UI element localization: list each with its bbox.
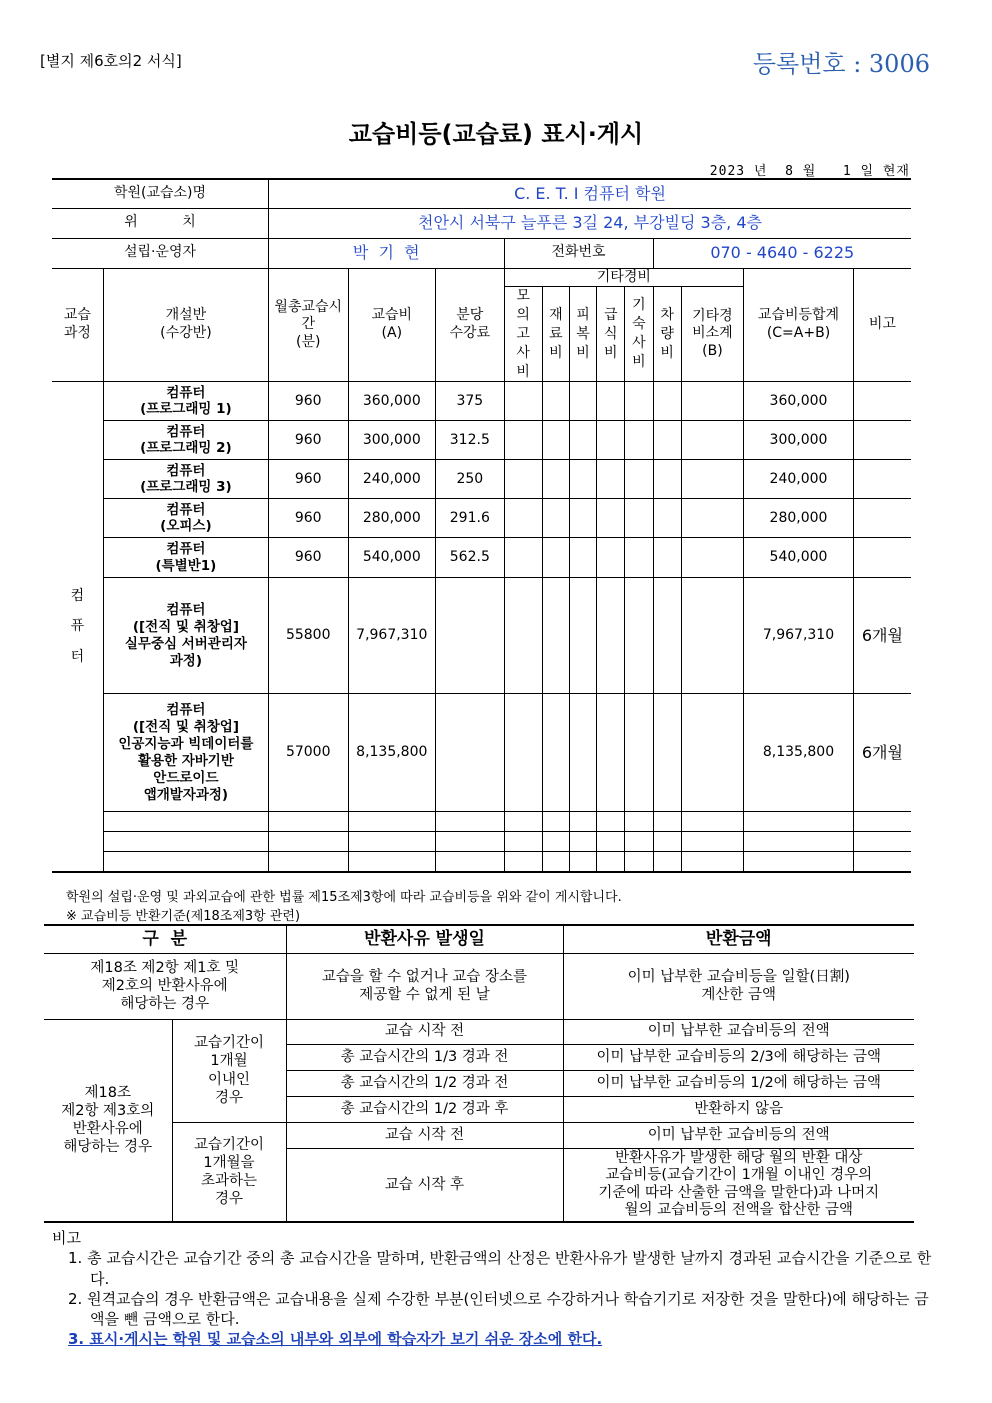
empty-cell (103, 852, 268, 872)
course-name: 컴 퓨 터 (52, 382, 103, 872)
class-name: 컴퓨터 (프로그래밍 3) (103, 460, 268, 499)
refund-case2-category: 제18조 제2항 제3호의 반환사유에 해당하는 경우 (44, 1019, 172, 1222)
empty-cell (653, 852, 681, 872)
other-cost-cell (653, 499, 681, 538)
empty-cell (542, 832, 569, 852)
empty-cell (268, 812, 348, 832)
per-minute-cell: 562.5 (436, 538, 504, 578)
empty-cell (436, 812, 504, 832)
table-row-empty (52, 832, 911, 852)
other-cost-cell (625, 694, 653, 812)
empty-cell (103, 812, 268, 832)
empty-cell (268, 852, 348, 872)
refund-col-amount: 반환금액 (563, 925, 914, 953)
empty-cell (504, 832, 542, 852)
notes (52, 1228, 932, 1350)
refund-table (44, 924, 914, 1223)
empty-cell (744, 812, 854, 832)
operator-label: 설립·운영자 (52, 238, 268, 268)
col-meal: 급 식 비 (597, 287, 625, 382)
fee-cell: 300,000 (348, 421, 436, 460)
class-name: 컴퓨터 (특별반1) (103, 538, 268, 578)
fee-cell: 360,000 (348, 382, 436, 421)
col-per-minute: 분당 수강료 (436, 268, 504, 382)
empty-cell (681, 852, 743, 872)
table-row (52, 578, 911, 694)
notes-label: 비고 (52, 1229, 81, 1247)
other-cost-cell (653, 460, 681, 499)
per-minute-cell: 375 (436, 382, 504, 421)
empty-cell (569, 852, 596, 872)
other-cost-cell (542, 538, 569, 578)
form-label: [별지 제6호의2 서식] (40, 52, 182, 70)
other-cost-cell (569, 538, 596, 578)
refund-amount: 이미 납부한 교습비등의 2/3에 해당하는 금액 (563, 1044, 914, 1070)
total-cell: 300,000 (744, 421, 854, 460)
date-line: 2023 년 8 월 1 일 현재 (709, 164, 910, 179)
refund-when: 총 교습시간의 1/2 경과 후 (286, 1096, 563, 1122)
empty-cell (348, 852, 436, 872)
refund-when: 총 교습시간의 1/3 경과 전 (286, 1044, 563, 1070)
fee-cell: 540,000 (348, 538, 436, 578)
empty-cell (504, 812, 542, 832)
fee-cell: 280,000 (348, 499, 436, 538)
other-cost-cell (653, 421, 681, 460)
class-name: 컴퓨터 (오피스) (103, 499, 268, 538)
remark-cell (853, 421, 911, 460)
empty-cell (569, 832, 596, 852)
class-name: 컴퓨터 ([전직 및 취창업] 실무중심 서버관리자 과정) (103, 578, 268, 694)
empty-cell (853, 812, 911, 832)
fee-cell: 8,135,800 (348, 694, 436, 812)
other-cost-cell (569, 499, 596, 538)
col-course: 교습 과정 (52, 268, 103, 382)
total-time-cell: 960 (268, 538, 348, 578)
table-row (52, 382, 911, 421)
remark-cell: 6개월 (853, 694, 911, 812)
col-material: 재 료 비 (542, 287, 569, 382)
refund-amount: 이미 납부한 교습비등의 전액 (563, 1019, 914, 1044)
total-cell: 8,135,800 (744, 694, 854, 812)
other-cost-cell (504, 382, 542, 421)
table-row-empty (52, 852, 911, 872)
other-cost-cell (681, 499, 743, 538)
refund-when: 교습 시작 전 (286, 1019, 563, 1044)
class-name: 컴퓨터 (프로그래밍 1) (103, 382, 268, 421)
empty-cell (542, 812, 569, 832)
table-row (52, 538, 911, 578)
col-uniform: 피 복 비 (569, 287, 596, 382)
other-cost-cell (681, 538, 743, 578)
empty-cell (853, 852, 911, 872)
fee-table (52, 178, 911, 873)
other-cost-cell (542, 694, 569, 812)
col-dorm: 기 숙 사 비 (625, 287, 653, 382)
other-cost-cell (681, 460, 743, 499)
remark-cell (853, 499, 911, 538)
other-cost-cell (542, 578, 569, 694)
other-cost-cell (597, 421, 625, 460)
other-cost-cell (597, 460, 625, 499)
other-cost-cell (542, 421, 569, 460)
table-row-empty (52, 812, 911, 832)
class-name: 컴퓨터 ([전직 및 취창업] 인공지능과 빅데이터를 활용한 자바기반 안드로이드 앱개발자과정) (103, 694, 268, 812)
total-time-cell: 960 (268, 421, 348, 460)
remark-cell (853, 382, 911, 421)
other-cost-cell (597, 538, 625, 578)
other-cost-cell (625, 538, 653, 578)
other-cost-cell (681, 382, 743, 421)
academy-name: C. E. T. I 컴퓨터 학원 (268, 179, 911, 208)
empty-cell (681, 832, 743, 852)
other-cost-cell (504, 460, 542, 499)
other-cost-cell (681, 421, 743, 460)
page-title: 교습비등(교습료) 표시·게시 (348, 120, 644, 148)
col-remarks: 비고 (853, 268, 911, 382)
empty-cell (653, 832, 681, 852)
other-cost-cell (504, 578, 542, 694)
col-vehicle: 차 량 비 (653, 287, 681, 382)
refund-when: 교습 시작 후 (286, 1148, 563, 1222)
academy-name-label: 학원(교습소)명 (52, 179, 268, 208)
empty-cell (681, 812, 743, 832)
other-cost-cell (569, 460, 596, 499)
per-minute-cell: 291.6 (436, 499, 504, 538)
empty-cell (268, 832, 348, 852)
total-time-cell: 57000 (268, 694, 348, 812)
total-cell: 540,000 (744, 538, 854, 578)
empty-cell (348, 812, 436, 832)
other-cost-cell (625, 382, 653, 421)
other-cost-cell (597, 499, 625, 538)
empty-cell (625, 832, 653, 852)
refund-when: 총 교습시간의 1/2 경과 전 (286, 1070, 563, 1096)
empty-cell (504, 852, 542, 872)
other-cost-cell (597, 578, 625, 694)
refund-amount: 이미 납부한 교습비등의 1/2에 해당하는 금액 (563, 1070, 914, 1096)
empty-cell (103, 832, 268, 852)
other-cost-cell (625, 421, 653, 460)
note-1: 1. 총 교습시간은 교습기간 중의 총 교습시간을 말하며, 반환금액의 산정은 반환사유가 발생한 날까지 경과된 교습시간을 기준으로 한다. (68, 1249, 932, 1288)
other-cost-cell (569, 382, 596, 421)
per-minute-cell: 250 (436, 460, 504, 499)
other-cost-cell (681, 578, 743, 694)
empty-cell (597, 852, 625, 872)
other-cost-cell (504, 421, 542, 460)
refund-col-reason-date: 반환사유 발생일 (286, 925, 563, 953)
empty-cell (853, 832, 911, 852)
col-mock-test: 모 의 고 사 비 (504, 287, 542, 382)
other-cost-cell (625, 460, 653, 499)
table-row (52, 421, 911, 460)
table-row (52, 460, 911, 499)
fee-cell: 7,967,310 (348, 578, 436, 694)
empty-cell (744, 852, 854, 872)
per-minute-cell (436, 694, 504, 812)
refund-amount: 이미 납부한 교습비등의 전액 (563, 1122, 914, 1148)
operator: 박 기 현 (268, 238, 504, 268)
total-cell: 7,967,310 (744, 578, 854, 694)
refund-case1-amount: 이미 납부한 교습비등을 일할(日割) 계산한 금액 (563, 953, 914, 1019)
refund-sub-over-month: 교습기간이 1개월을 초과하는 경우 (172, 1122, 286, 1222)
other-cost-cell (569, 421, 596, 460)
col-fee: 교습비 (A) (348, 268, 436, 382)
empty-cell (597, 832, 625, 852)
remark-cell (853, 460, 911, 499)
fee-cell: 240,000 (348, 460, 436, 499)
other-cost-cell (504, 538, 542, 578)
other-cost-cell (569, 694, 596, 812)
total-time-cell: 960 (268, 460, 348, 499)
empty-cell (436, 852, 504, 872)
class-name: 컴퓨터 (프로그래밍 2) (103, 421, 268, 460)
empty-cell (653, 812, 681, 832)
table-row (52, 694, 911, 812)
other-cost-cell (542, 460, 569, 499)
refund-sub-within-month: 교습기간이 1개월 이내인 경우 (172, 1019, 286, 1122)
other-cost-cell (653, 578, 681, 694)
phone-label: 전화번호 (504, 238, 653, 268)
remark-cell: 6개월 (853, 578, 911, 694)
refund-basis-label: ※ 교습비등 반환기준(제18조제3항 관련) (66, 909, 301, 924)
refund-col-category: 구 분 (44, 925, 286, 953)
col-other-costs: 기타경비 (504, 268, 744, 287)
col-total-time: 월총교습시 간 (분) (268, 268, 348, 382)
total-cell: 280,000 (744, 499, 854, 538)
note-3: 3. 표시·게시는 학원 및 교습소의 내부와 외부에 학습자가 보기 쉬운 장소에 한다. (68, 1330, 603, 1349)
total-time-cell: 960 (268, 499, 348, 538)
per-minute-cell (436, 578, 504, 694)
other-cost-cell (569, 578, 596, 694)
refund-when: 교습 시작 전 (286, 1122, 563, 1148)
other-cost-cell (681, 694, 743, 812)
other-cost-cell (653, 694, 681, 812)
empty-cell (348, 832, 436, 852)
total-time-cell: 55800 (268, 578, 348, 694)
phone: 070 - 4640 - 6225 (653, 238, 911, 268)
empty-cell (625, 852, 653, 872)
other-cost-cell (597, 694, 625, 812)
per-minute-cell: 312.5 (436, 421, 504, 460)
location: 천안시 서북구 늘푸른 3길 24, 부강빌딩 3층, 4층 (268, 208, 911, 238)
other-cost-cell (653, 382, 681, 421)
empty-cell (542, 852, 569, 872)
registration-number: 등록번호 : 3006 (752, 50, 930, 78)
remark-cell (853, 538, 911, 578)
location-label: 위 치 (52, 208, 268, 238)
notice-text: 학원의 설립·운영 및 과외교습에 관한 법률 제15조제3항에 따라 교습비등을 위와 같이 게시합니다. (66, 890, 622, 905)
other-cost-cell (542, 382, 569, 421)
col-total: 교습비등합계 (C=A+B) (744, 268, 854, 382)
empty-cell (436, 832, 504, 852)
table-row (52, 499, 911, 538)
other-cost-cell (504, 499, 542, 538)
total-time-cell: 960 (268, 382, 348, 421)
refund-case1-reason: 교습을 할 수 없거나 교습 장소를 제공할 수 없게 된 날 (286, 953, 563, 1019)
other-cost-cell (597, 382, 625, 421)
empty-cell (597, 812, 625, 832)
other-cost-cell (625, 578, 653, 694)
other-cost-cell (542, 499, 569, 538)
empty-cell (625, 812, 653, 832)
other-cost-cell (625, 499, 653, 538)
other-cost-cell (653, 538, 681, 578)
refund-case1-category: 제18조 제2항 제1호 및 제2호의 반환사유에 해당하는 경우 (44, 953, 286, 1019)
note-2: 2. 원격교습의 경우 반환금액은 교습내용을 실제 수강한 부분(인터넷으로 수강하거나 학습기기로 저장한 것을 말한다)에 해당하는 금액을 뺀 금액으로 한다. (68, 1289, 929, 1328)
refund-amount: 반환하지 않음 (563, 1096, 914, 1122)
total-cell: 360,000 (744, 382, 854, 421)
empty-cell (569, 812, 596, 832)
col-class: 개설반 (수강반) (103, 268, 268, 382)
total-cell: 240,000 (744, 460, 854, 499)
refund-amount: 반환사유가 발생한 해당 월의 반환 대상 교습비등(교습기간이 1개월 이내인 경우의 기준에 따라 산출한 금액을 말한다)과 나머지 월의 교습비등의 전액을 합산한 금액 (563, 1148, 914, 1222)
col-other-subtotal: 기타경 비소계 (B) (681, 287, 743, 382)
other-cost-cell (504, 694, 542, 812)
empty-cell (744, 832, 854, 852)
